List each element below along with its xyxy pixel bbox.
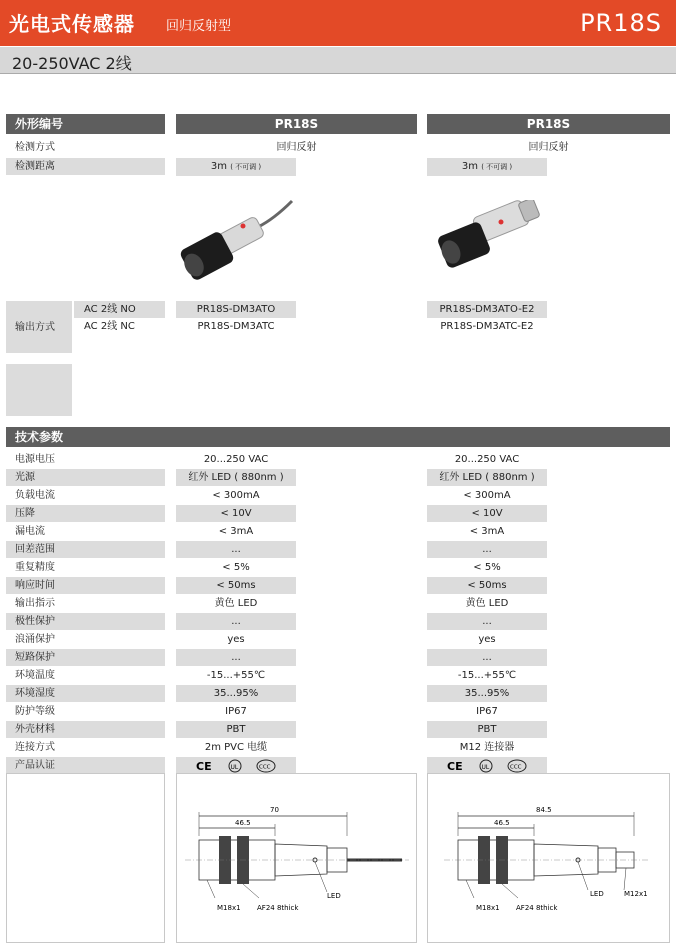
tech-value-1: < 50ms bbox=[176, 577, 296, 594]
ul-mark-icon bbox=[228, 759, 242, 773]
tech-value-2: < 300mA bbox=[463, 490, 511, 501]
title-banner bbox=[0, 0, 676, 46]
detect-dist-v2: 3m ( 不可调 ) bbox=[427, 158, 547, 176]
tech-value-1: < 3mA bbox=[218, 526, 254, 537]
tech-label: 环境温度 bbox=[15, 670, 55, 681]
ce-mark-icon bbox=[196, 760, 214, 772]
tech-value-1: 20...250 VAC bbox=[203, 454, 269, 465]
drawing-box-2 bbox=[427, 773, 670, 943]
output-type-no: AC 2线 NO bbox=[74, 301, 165, 318]
page-subtitle: 回归反射型 bbox=[166, 19, 232, 34]
svg-text:CE: CE bbox=[447, 759, 463, 772]
sensor-cable-photo bbox=[180, 195, 300, 285]
output-type-nc: AC 2线 NC bbox=[84, 321, 135, 332]
tech-value-2: < 50ms bbox=[427, 577, 547, 594]
shape-col1: PR18S bbox=[176, 114, 417, 134]
hex-label-1: AF24 8thick bbox=[257, 904, 299, 912]
drawing-box-1 bbox=[176, 773, 417, 943]
tech-label: 极性保护 bbox=[6, 613, 165, 630]
tech-value-2: < 10V bbox=[427, 505, 547, 522]
tech-value-1: 红外 LED ( 880nm ) bbox=[176, 469, 296, 486]
dim-total-2: 84.5 bbox=[536, 806, 552, 814]
detect-dist-v1: 3m ( 不可调 ) bbox=[176, 158, 296, 176]
tech-label: 响应时间 bbox=[6, 577, 165, 594]
voltage-subheader bbox=[0, 47, 676, 74]
tech-label: 外壳材料 bbox=[6, 721, 165, 738]
svg-text:UL: UL bbox=[481, 763, 490, 771]
shape-label: 外形编号 bbox=[6, 114, 165, 134]
dimension-drawing-1 bbox=[177, 774, 416, 942]
shape-col2: PR18S bbox=[427, 114, 670, 134]
tech-value-1: ... bbox=[176, 541, 296, 558]
output-nc-m2: PR18S-DM3ATC-E2 bbox=[440, 321, 534, 332]
tech-label: 重复精度 bbox=[15, 562, 55, 573]
tech-label: 环境湿度 bbox=[6, 685, 165, 702]
tech-value-1: ... bbox=[176, 649, 296, 666]
tech-value-1: -15...+55℃ bbox=[206, 670, 266, 681]
tech-value-2: M12 连接器 bbox=[459, 742, 515, 753]
tech-label: 产品认证 bbox=[6, 757, 165, 774]
model-number: PR18S bbox=[580, 9, 662, 37]
tech-value-2: IP67 bbox=[476, 706, 498, 717]
tech-value-1: PBT bbox=[176, 721, 296, 738]
tech-value-2: 20...250 VAC bbox=[454, 454, 520, 465]
page-title: 光电式传感器 bbox=[9, 12, 135, 36]
tech-value-2: ... bbox=[427, 613, 547, 630]
tech-value-2: ... bbox=[427, 649, 547, 666]
tech-label: 防护等级 bbox=[15, 706, 55, 717]
dimension-drawing-2 bbox=[428, 774, 669, 942]
tech-value-2: 黄色 LED bbox=[465, 598, 509, 609]
output-no-m1: PR18S-DM3ATO bbox=[176, 301, 296, 318]
tech-value-1: yes bbox=[227, 634, 245, 645]
thread-label-1: M18x1 bbox=[217, 904, 241, 912]
detect-method-label: 检测方式 bbox=[15, 142, 55, 153]
svg-text:CE: CE bbox=[196, 759, 212, 772]
tech-value-2: yes bbox=[478, 634, 496, 645]
sensor-connector-photo bbox=[435, 200, 545, 280]
dim-total-1: 70 bbox=[270, 806, 279, 814]
detect-method-v1: 回归反射 bbox=[276, 142, 317, 153]
ce-mark-icon bbox=[447, 760, 465, 772]
tech-value-1: < 300mA bbox=[212, 490, 260, 501]
led-label-2: LED bbox=[590, 890, 604, 898]
detect-dist-label: 检测距离 bbox=[6, 158, 165, 175]
tech-label: 回差范围 bbox=[6, 541, 165, 558]
tech-value-1: < 5% bbox=[222, 562, 250, 573]
tech-label: 电源电压 bbox=[15, 454, 55, 465]
tech-label: 负载电流 bbox=[15, 490, 55, 501]
tech-label: 光源 bbox=[6, 469, 165, 486]
svg-text:CCC: CCC bbox=[510, 764, 522, 770]
output-no-m2: PR18S-DM3ATO-E2 bbox=[427, 301, 547, 318]
conn-label-2: M12x1 bbox=[624, 890, 648, 898]
tech-value-1: 35...95% bbox=[176, 685, 296, 702]
tech-value-1: < 10V bbox=[176, 505, 296, 522]
tech-value-2: 红外 LED ( 880nm ) bbox=[427, 469, 547, 486]
tech-value-2: PBT bbox=[427, 721, 547, 738]
tech-label: 漏电流 bbox=[15, 526, 45, 537]
tech-label: 短路保护 bbox=[6, 649, 165, 666]
tech-value-2: -15...+55℃ bbox=[457, 670, 517, 681]
ul-mark-icon bbox=[479, 759, 493, 773]
tech-label: 压降 bbox=[6, 505, 165, 522]
tech-value-1: 黄色 LED bbox=[214, 598, 258, 609]
voltage-text: 20-250VAC 2线 bbox=[12, 54, 132, 73]
svg-text:UL: UL bbox=[230, 763, 239, 771]
tech-value-1: IP67 bbox=[225, 706, 247, 717]
dim-body-2: 46.5 bbox=[494, 819, 510, 827]
tech-value-1: 2m PVC 电缆 bbox=[204, 742, 268, 753]
tech-label: 输出指示 bbox=[15, 598, 55, 609]
led-label-1: LED bbox=[327, 892, 341, 900]
blank-drawing-box bbox=[6, 773, 165, 943]
detect-method-v2: 回归反射 bbox=[528, 142, 569, 153]
tech-value-2: < 5% bbox=[473, 562, 501, 573]
output-nc-m1: PR18S-DM3ATC bbox=[197, 321, 275, 332]
thread-label-2: M18x1 bbox=[476, 904, 500, 912]
svg-text:CCC: CCC bbox=[259, 764, 271, 770]
tech-value-2: < 3mA bbox=[469, 526, 505, 537]
hex-label-2: AF24 8thick bbox=[516, 904, 558, 912]
tech-value-2: 35...95% bbox=[427, 685, 547, 702]
tech-label: 连接方式 bbox=[15, 742, 55, 753]
output-label: 输出方式 bbox=[15, 322, 55, 333]
tech-title: 技术参数 bbox=[6, 427, 670, 447]
ccc-mark-icon bbox=[507, 759, 527, 773]
tech-value-2: ... bbox=[427, 541, 547, 558]
dim-body-1: 46.5 bbox=[235, 819, 251, 827]
extra-label-box bbox=[6, 364, 72, 416]
ccc-mark-icon bbox=[256, 759, 276, 773]
tech-value-1: ... bbox=[176, 613, 296, 630]
tech-label: 浪涌保护 bbox=[15, 634, 55, 645]
